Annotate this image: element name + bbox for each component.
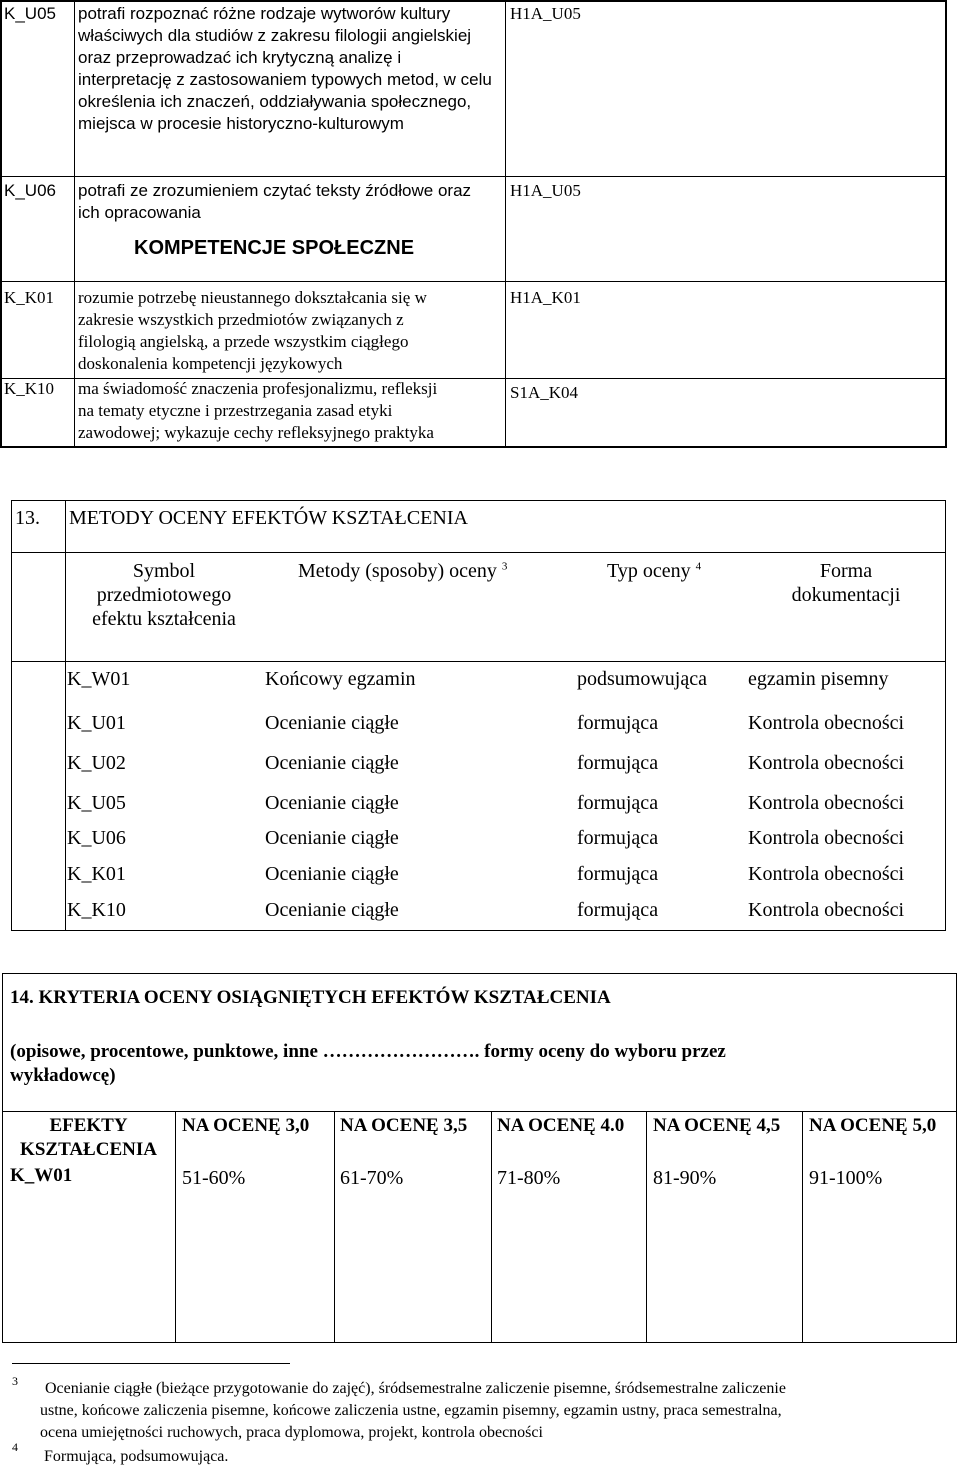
- outcome-description: [78, 287, 508, 375]
- table-cell: dokumentacji: [791, 584, 901, 606]
- table-cell: ma świadomość znaczenia profesjonalizmu, refleksji: [78, 379, 438, 398]
- table-cell: Ocenianie ciągłe: [265, 792, 399, 814]
- table-cell: Metody (sposoby) oceny: [298, 560, 497, 582]
- table-cell: Kontrola obecności: [748, 712, 905, 734]
- section-number: 13.: [15, 507, 40, 529]
- table-cell: Ocenianie ciągłe (bieżące przygotowanie do zajęć), śródsemestralne zaliczenie pisemne, śródsemestralne zaliczenie: [45, 1380, 786, 1397]
- table-cell: 81-90%: [653, 1167, 717, 1189]
- table-cell: właściwych dla studiów z zakresu filologii angielskiej: [78, 26, 472, 45]
- table-cell: 61-70%: [340, 1167, 404, 1189]
- outcome-symbol: K_U05: [4, 4, 56, 23]
- criteria-header: NA OCENĘ 4,5: [653, 1115, 781, 1136]
- outcome-reference: H1A_K01: [510, 288, 581, 307]
- table-cell: formująca: [577, 752, 659, 774]
- outcome-reference: S1A_K04: [510, 383, 579, 402]
- table-cell: potrafi rozpoznać różne rodzaje wytworów kultury: [78, 4, 451, 23]
- table-cell: K_K01: [67, 863, 126, 885]
- footnote-text: Formująca, podsumowująca.: [44, 1448, 229, 1465]
- table-cell: 91-100%: [809, 1167, 883, 1189]
- table-cell: formująca: [577, 712, 659, 734]
- table-cell: K_K10: [67, 899, 126, 921]
- table-cell: na tematy etyczne i przestrzegania zasad etyki: [78, 401, 393, 420]
- outcome-symbol: K_K10: [4, 379, 55, 398]
- table-cell: K_U01: [67, 712, 126, 734]
- table-cell: ocena umiejętności ruchowych, praca dyplomowa, projekt, kontrola obecności: [40, 1424, 543, 1441]
- criteria-header: NA OCENĘ 4.0: [497, 1115, 625, 1136]
- section-heading: KOMPETENCJE SPOŁECZNE: [134, 237, 415, 259]
- table-cell: oraz przeprowadzać ich krytyczną analizę i: [78, 48, 402, 67]
- table-cell: Końcowy egzamin: [265, 668, 416, 690]
- table-cell: K_U02: [67, 752, 126, 774]
- table-cell: K_U06: [67, 827, 126, 849]
- table-cell: ich opracowania: [78, 203, 201, 222]
- criteria-header: NA OCENĘ 5,0: [809, 1115, 937, 1136]
- table-cell: Ocenianie ciągłe: [265, 827, 399, 849]
- table-cell: rozumie potrzebę nieustannego dokształcania się w: [78, 288, 427, 307]
- table-cell: 51-60%: [182, 1167, 246, 1189]
- table-cell: Forma: [819, 560, 873, 582]
- table-cell: Typ oceny: [607, 560, 691, 582]
- outcome-symbol: K_U06: [4, 181, 56, 200]
- table-cell: K_W01: [67, 668, 131, 690]
- section-title: 14. KRYTERIA OCENY OSIĄGNIĘTYCH EFEKTÓW KSZTAŁCENIA: [10, 987, 611, 1008]
- table-cell: K_U05: [67, 792, 126, 814]
- table-cell: interpretację z zastosowaniem typowych metod, w celu: [78, 70, 492, 89]
- section-subtitle: [10, 1040, 940, 1088]
- table-cell: Kontrola obecności: [748, 752, 905, 774]
- table-cell: doskonalenia kompetencji językowych: [78, 354, 343, 373]
- header-methods: [298, 559, 507, 583]
- table-cell: Ocenianie ciągłe: [265, 863, 399, 885]
- table-cell: 3: [501, 560, 508, 573]
- footnote-marker: 3: [12, 1374, 18, 1388]
- outcome-symbol: K_K01: [4, 288, 55, 307]
- table-cell: formująca: [577, 899, 659, 921]
- table-cell: miejsca w procesie historyczno-kulturowym: [78, 114, 404, 133]
- table-cell: Kontrola obecności: [748, 792, 905, 814]
- table-cell: podsumowująca: [577, 668, 707, 690]
- table-cell: efektu kształcenia: [92, 608, 236, 630]
- table-cell: zakresie wszystkich przedmiotów związanych z: [78, 310, 404, 329]
- table-cell: ustne, końcowe zaliczenia pisemne, końcowe zaliczenia ustne, egzamin pisemny, egzamin ustny, praca semestralna,: [40, 1402, 782, 1419]
- table-cell: Kontrola obecności: [748, 827, 905, 849]
- outcome-description: [78, 3, 508, 135]
- table-cell: zawodowej; wykazuje cechy refleksyjnego praktyka: [78, 423, 434, 442]
- table-cell: określenia ich znaczeń, oddziaływania społecznego,: [78, 92, 472, 111]
- table-cell: K_W01: [10, 1165, 73, 1186]
- criteria-header: NA OCENĘ 3,5: [340, 1115, 468, 1136]
- criteria-header-effects: EFEKTY KSZTAŁCENIA: [20, 1115, 157, 1160]
- table-cell: Symbol: [132, 560, 196, 582]
- table-cell: Kontrola obecności: [748, 899, 905, 921]
- footnote-text: [40, 1378, 954, 1444]
- footnote-marker: 4: [12, 1440, 18, 1454]
- table-cell: przedmiotowego: [96, 584, 232, 606]
- outcome-reference: H1A_U05: [510, 181, 581, 200]
- table-cell: egzamin pisemny: [748, 668, 889, 690]
- table-cell: Ocenianie ciągłe: [265, 899, 399, 921]
- outcome-description: [78, 180, 508, 224]
- header-symbol: [66, 559, 262, 631]
- table-cell: wykładowcę): [10, 1065, 116, 1086]
- table-cell: Kontrola obecności: [748, 863, 905, 885]
- table-cell: formująca: [577, 827, 659, 849]
- section-title: METODY OCENY EFEKTÓW KSZTAŁCENIA: [69, 507, 468, 529]
- table-cell: (opisowe, procentowe, punktowe, inne ……………………. formy oceny do wyboru przez: [10, 1041, 726, 1062]
- table-cell: Ocenianie ciągłe: [265, 752, 399, 774]
- table-cell: 4: [695, 560, 702, 573]
- table-cell: 71-80%: [497, 1167, 561, 1189]
- outcome-description: [78, 378, 508, 444]
- table-cell: formująca: [577, 792, 659, 814]
- table-cell: potrafi ze zrozumieniem czytać teksty źródłowe oraz: [78, 181, 472, 200]
- header-type: [607, 559, 701, 583]
- criteria-header: NA OCENĘ 3,0: [182, 1115, 310, 1136]
- table-cell: formująca: [577, 863, 659, 885]
- header-form: [746, 559, 946, 607]
- table-cell: filologią angielską, a przede wszystkim ciągłego: [78, 332, 409, 351]
- footnote-rule: [12, 1363, 290, 1364]
- table-cell: Ocenianie ciągłe: [265, 712, 399, 734]
- outcome-reference: H1A_U05: [510, 4, 581, 23]
